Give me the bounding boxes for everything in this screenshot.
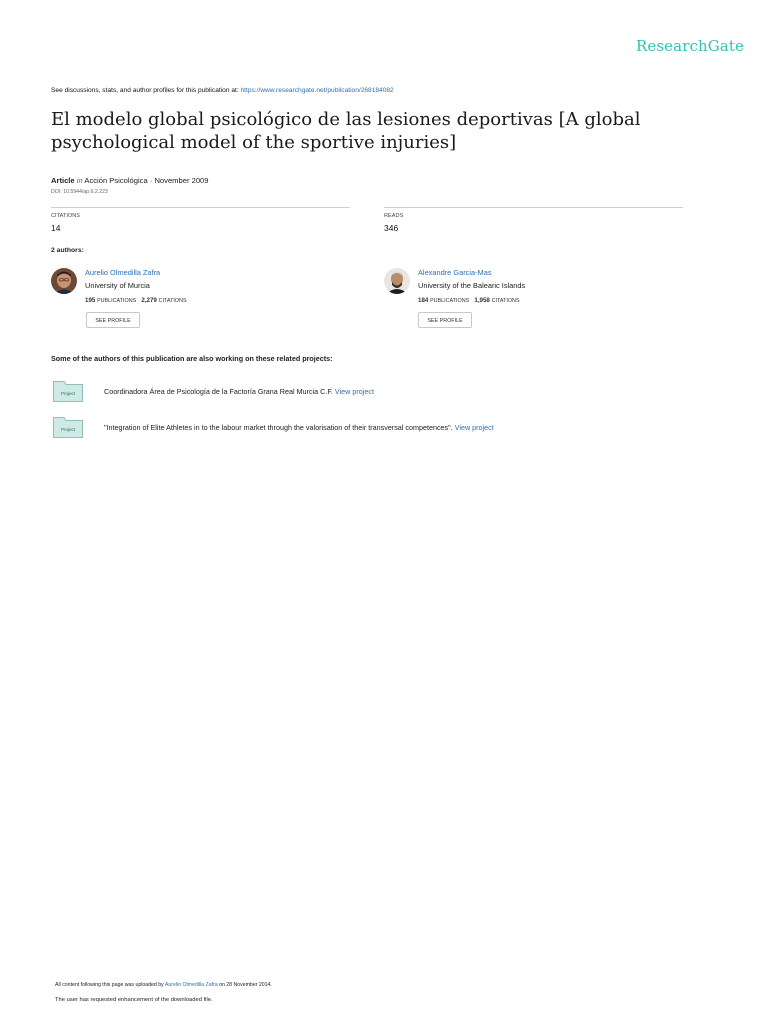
author-1-citations-count: 2,279 [141, 297, 157, 304]
project-2-view-link[interactable]: View project [454, 423, 494, 432]
author-1-institution: University of Murcia [85, 281, 150, 290]
reads-label: READS [384, 213, 404, 219]
reads-count: 346 [384, 223, 399, 233]
upload-suffix: on 28 November 2014. [217, 982, 272, 988]
discussions-prefix: See discussions, stats, and author profiles for this publication at: [51, 87, 241, 94]
related-projects-heading: Some of the authors of this publication are also working on these related projects: [51, 354, 333, 363]
project-folder-icon [53, 380, 83, 402]
author-2-avatar[interactable] [384, 268, 410, 294]
authors-heading: 2 authors: [51, 247, 84, 254]
project-1-view-link[interactable]: View project [334, 387, 374, 396]
discussions-line [51, 87, 394, 94]
project-2 [104, 423, 494, 432]
author-1-publications-label: PUBLICATIONS [97, 298, 137, 304]
citations-label: CITATIONS [51, 213, 81, 219]
upload-prefix: All content following this page was uploaded by [55, 982, 165, 988]
project-folder-icon [53, 416, 83, 438]
project-2-icon-label: Project [60, 427, 76, 432]
reads-divider [384, 207, 683, 208]
author-1-publications-count: 195 [85, 297, 96, 304]
author-2-publications-count: 184 [418, 297, 429, 304]
project-1-title: Coordinadora Área de Psicología de la Factoría Grana Real Murcia C.F. [104, 387, 335, 396]
project-2-title: "Integration of Elite Athletes in to the labour market through the valorisation of their transversal competences". [104, 423, 455, 432]
upload-note [55, 982, 272, 988]
publication-type: Article [51, 176, 75, 185]
author-1-citations-label: CITATIONS [158, 298, 187, 304]
author-2-publications-label: PUBLICATIONS [430, 298, 470, 304]
doi-text: DOI: 10.5944/ap.6.2.223 [51, 189, 108, 195]
publication-title: El modelo global psicológico de las lesiones deportivas [A global psychological model of the sportive injuries] [51, 109, 641, 153]
author-2-stats [418, 297, 520, 304]
author-2-name[interactable]: Alexandre Garcia-Mas [418, 268, 492, 277]
enhancement-note: The user has requested enhancement of the downloaded file. [55, 997, 213, 1003]
publication-meta [51, 176, 208, 185]
uploader-link[interactable]: Aurelio Olmedilla Zafra [164, 982, 218, 988]
publication-url-link[interactable]: https://www.researchgate.net/publication/268184082 [240, 87, 394, 94]
researchgate-logo[interactable]: ResearchGate [636, 37, 744, 55]
author-2-institution: University of the Balearic Islands [418, 281, 526, 290]
author-2-see-profile-button[interactable]: SEE PROFILE [418, 312, 472, 328]
author-2-citations-label: CITATIONS [491, 298, 520, 304]
author-1-avatar[interactable] [51, 268, 77, 294]
citations-divider [51, 207, 350, 208]
author-2-citations-count: 1,958 [474, 297, 490, 304]
journal-date: Acción Psicológica · November 2009 [84, 176, 209, 185]
in-word: in [76, 176, 83, 185]
project-1-icon-label: Project [60, 391, 76, 396]
author-1-name[interactable]: Aurelio Olmedilla Zafra [85, 268, 161, 277]
project-1 [104, 387, 374, 396]
author-1-stats [85, 297, 187, 304]
author-1-see-profile-button[interactable]: SEE PROFILE [86, 312, 140, 328]
citations-count: 14 [51, 223, 61, 233]
